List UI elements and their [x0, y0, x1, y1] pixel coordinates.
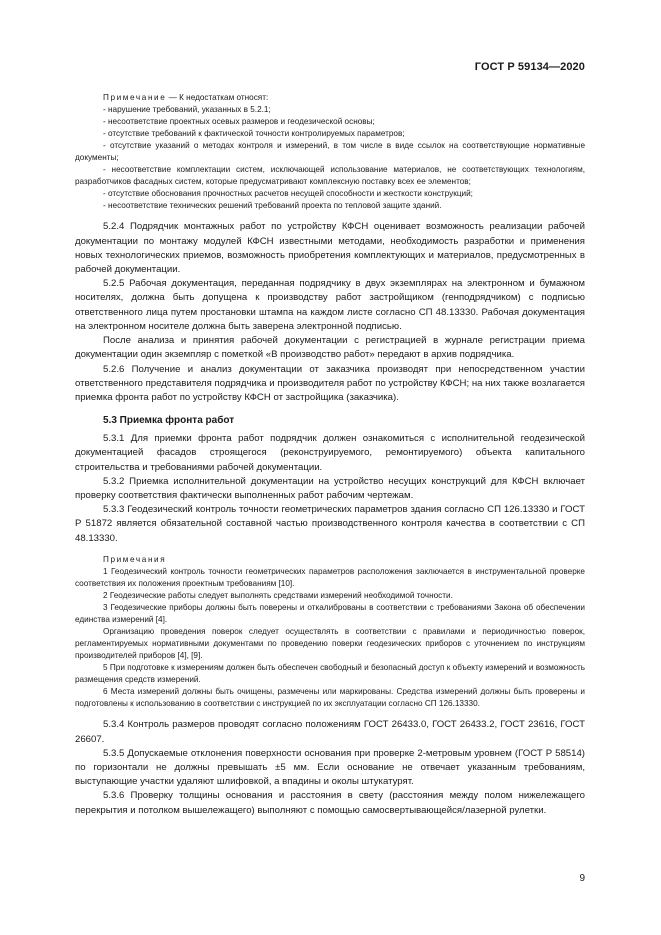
paragraph-5-3-2: 5.3.2 Приемка исполнительной документации на устройство несущих конструкций для КФСН включает проверку соответствия фактически выполненных работ рабочим чертежам.: [75, 475, 585, 501]
section-5-2-paragraphs: [75, 220, 585, 405]
note-block-1: [75, 92, 585, 212]
paragraph-5-3-3: 5.3.3 Геодезический контроль точности геометрических параметров здания согласно СП 126.13330 и ГОСТ Р 51872 является обязательной составной частью производственного контроля качества в соответствии с СП 48.13330.: [75, 504, 585, 544]
paragraph-5-2-4: 5.2.4 Подрядчик монтажных работ по устройству КФСН оценивает возможность реализации рабочей документации по монтажу модулей КФСН известными методами, необходимость разработки и применения новых технологических приемов, возможность приобретения комплектующих и материалов, предусмотренных в рабочей документации.: [75, 221, 585, 276]
paragraph-5-3-4: 5.3.4 Контроль размеров проводят согласно положениям ГОСТ 26433.0, ГОСТ 26433.2, ГОСТ 23616, ГОСТ 26607.: [75, 719, 585, 745]
note-item: 2 Геодезические работы следует выполнять средствами измерений необходимой точности.: [103, 590, 453, 600]
note-item: - отсутствие указаний о методах контроля и измерений, в том числе в виде ссылок на соответствующие нормативные документы;: [75, 141, 585, 163]
note-item: - несоответствие технических решений требований проекта по тепловой защите зданий.: [103, 201, 442, 211]
note-lead-text: — К недостаткам относят:: [166, 93, 269, 102]
notes-label: [75, 554, 585, 566]
note-item: - нарушение требований, указанных в 5.2.1;: [103, 105, 271, 115]
note-item: - несоответствие проектных осевых размеров и геодезической основы;: [103, 117, 375, 127]
note-item: 3 Геодезические приборы должны быть поверены и откалиброваны в соответствии с требованиями Закона об обеспечении единства измерений [4].: [75, 602, 585, 624]
note-label: Примечание: [103, 93, 167, 102]
note-item: 5 При подготовке к измерениям должен быть обеспечен свободный и безопасный доступ к объекту измерений и возможность размещения средств измерений.: [75, 663, 585, 685]
page-number: 9: [579, 873, 585, 884]
note-item: 6 Места измерений должны быть очищены, размечены или маркированы. Средства измерений должны быть проверены и подготовлены к использованию в соответствии с инструкцией по их эксплуатации согласно СП 126.13330.: [75, 687, 585, 709]
paragraph-archive: После анализа и принятия рабочей документации с регистрацией в журнале регистрации приема документации один экземпляр с пометкой «В производство работ» передают в архив подрядчика.: [75, 335, 585, 361]
paragraph-5-3-1: 5.3.1 Для приемки фронта работ подрядчик должен ознакомиться с исполнительной геодезической документацией фасадов строящегося (реконструируемого, ремонтируемого) объекта капитального строительства и требованиями рабочей документации.: [75, 433, 585, 473]
section-5-3-continued: [75, 718, 585, 817]
document-body: [75, 92, 585, 818]
note-item: - несоответствие комплектации систем, исключающей использование материалов, не соответствующих технологиям, разработчиков фасадных систем, которые предусматривают комплексную поставку всех ее элементов;: [75, 165, 585, 187]
paragraph-5-2-6: 5.2.6 Получение и анализ документации от заказчика производят при непосредственном участии ответственного представителя подрядчика и производителя работ по устройству КФСН; на них также возлагается приемка фронта работ по устройству КФСН от застройщика (заказчика).: [75, 363, 585, 403]
paragraph-5-3-6: 5.3.6 Проверку толщины основания и расстояния в свету (расстояния между полом нижележащего перекрытия и потолком вышележащего) выполняют с помощью самосвертывающейся/лазерной рулетки.: [75, 790, 585, 816]
note-block-2: [75, 554, 585, 711]
note-item: - отсутствие обоснования прочностных расчетов несущей способности и жесткости конструкций;: [103, 189, 473, 199]
note-lead: [75, 92, 585, 104]
note-item: - отсутствие требований к фактической точности контролируемых параметров;: [103, 129, 405, 139]
note-item: 1 Геодезический контроль точности геометрических параметров расположения заключается в инструментальной проверке соответствия их положения проектным требованиям [10].: [75, 566, 585, 588]
section-5-3-paragraphs: [75, 432, 585, 546]
notes-label-text: Примечания: [103, 554, 167, 564]
note-item: Организацию проведения поверок следует осуществлять в соответствии с правилами и периодичностью поверок, регламентируемых нормативными документами по проведению поверки геодезических приборов с уточнением по инструкциям производителей приборов [4], [9].: [75, 627, 585, 661]
document-id-header: ГОСТ Р 59134—2020: [474, 61, 585, 73]
paragraph-5-2-5: 5.2.5 Рабочая документация, переданная подрядчику в двух экземплярах на электронном и бумажном носителях, должна быть допущена к производству работ застройщиком (генподрядчиком) с подписью ответственного лица путем простановки штампа на каждом листе согласно СП 48.13330. Рабочая документация на электронном носителе должна быть заверена электронной подписью.: [75, 278, 585, 332]
section-heading-5-3: 5.3 Приемка фронта работ: [103, 415, 235, 427]
paragraph-5-3-5: 5.3.5 Допускаемые отклонения поверхности основания при проверке 2-метровым уровнем (ГОСТ Р 58514) по горизонтали не должны превышать ±5 мм. Если основание не отвечает указанным требованиям, выступающие участки удаляют шлифовкой, а впадины и околы штукатурят.: [75, 747, 585, 788]
